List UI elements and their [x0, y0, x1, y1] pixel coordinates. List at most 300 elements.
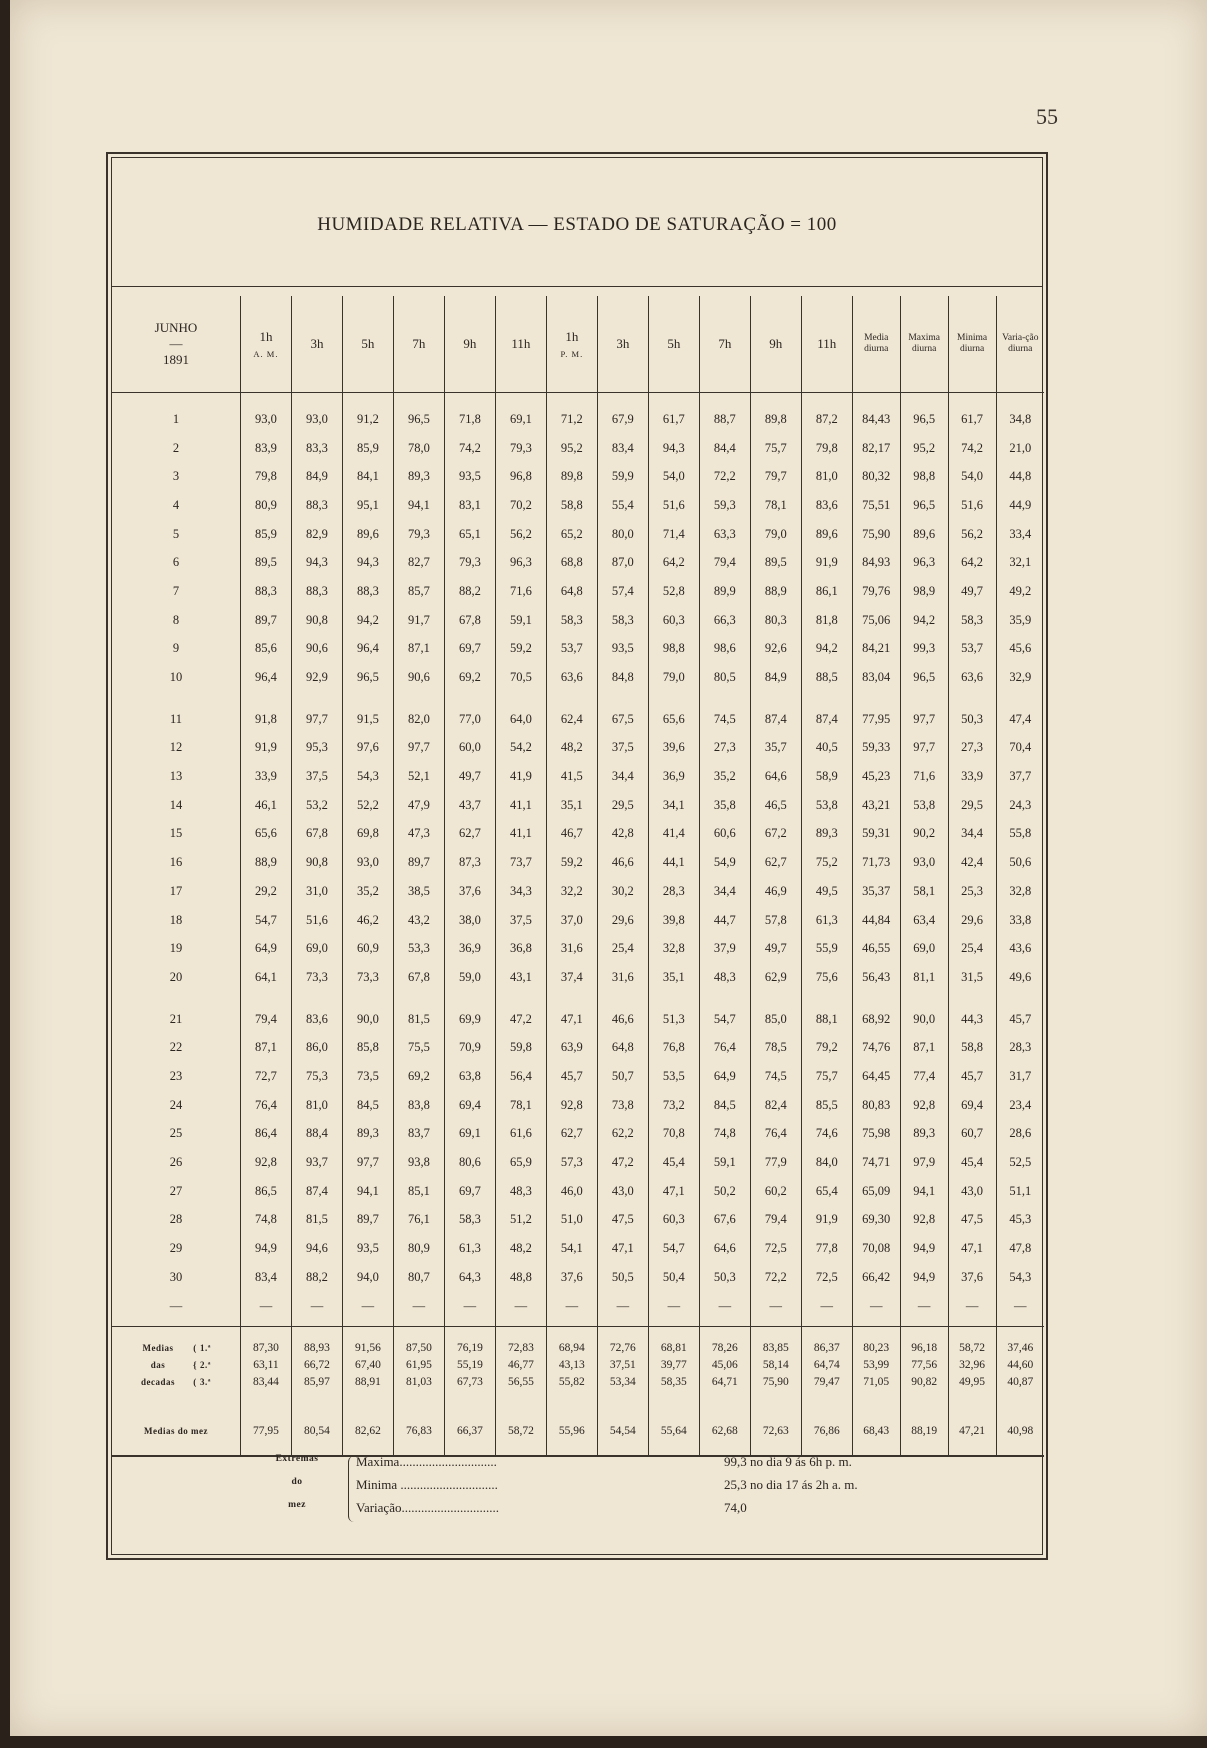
data-cell: 89,8 [750, 405, 801, 434]
data-cell: 88,2 [291, 1263, 342, 1292]
table-row [112, 820, 1044, 849]
data-cell: 81,5 [393, 1005, 444, 1034]
data-cell: 70,2 [495, 491, 546, 520]
data-cell: 54,7 [648, 1234, 699, 1263]
data-cell: 76,4 [699, 1033, 750, 1062]
day-number: 13 [169, 769, 183, 784]
data-cell: 69,7 [444, 635, 495, 664]
spacer-cell [750, 393, 801, 406]
spacer-cell [699, 1404, 750, 1417]
data-cell: 53,7 [546, 635, 597, 664]
data-cell: 56,2 [495, 520, 546, 549]
data-cell: 29,2 [240, 877, 291, 906]
data-cell: 48,3 [699, 963, 750, 992]
hour-header: 9h [444, 296, 495, 393]
data-cell: 41,9 [495, 762, 546, 791]
data-cell: 65,09 [852, 1177, 900, 1206]
day-number: 19 [169, 941, 183, 956]
data-cell: 90,82 [900, 1374, 948, 1391]
data-cell: 31,7 [996, 1062, 1044, 1091]
data-cell: 75,51 [852, 491, 900, 520]
data-cell: 47,2 [597, 1148, 648, 1177]
data-cell: 45,4 [648, 1148, 699, 1177]
spacer-cell [801, 692, 852, 705]
data-cell: 67,40 [342, 1357, 393, 1374]
data-cell: 98,9 [900, 577, 948, 606]
spacer-cell [750, 1391, 801, 1404]
data-cell: 31,0 [291, 877, 342, 906]
data-cell: 90,8 [291, 848, 342, 877]
data-cell: 85,8 [342, 1033, 393, 1062]
data-cell: 59,0 [444, 963, 495, 992]
data-cell: 44,84 [852, 906, 900, 935]
data-cell: 64,1 [240, 963, 291, 992]
data-cell: 84,8 [597, 663, 648, 692]
data-cell: 64,0 [495, 705, 546, 734]
data-cell: 65,1 [444, 520, 495, 549]
data-cell: 45,7 [996, 1005, 1044, 1034]
data-cell: 75,2 [801, 848, 852, 877]
data-cell: 24,3 [996, 791, 1044, 820]
data-cell: 94,9 [900, 1263, 948, 1292]
data-cell: 43,0 [597, 1177, 648, 1206]
data-cell: 25,4 [597, 934, 648, 963]
spacer-cell [495, 1404, 546, 1417]
data-cell: 67,8 [393, 963, 444, 992]
spacer-cell [948, 1391, 996, 1404]
data-cell: 78,26 [699, 1340, 750, 1357]
data-cell: 42,8 [597, 820, 648, 849]
data-cell: 83,9 [240, 434, 291, 463]
data-cell: 79,3 [495, 434, 546, 463]
data-cell: 59,3 [699, 491, 750, 520]
data-cell: 67,2 [750, 820, 801, 849]
spacer-cell [852, 1391, 900, 1404]
data-cell: 93,0 [900, 848, 948, 877]
data-cell: 37,5 [291, 762, 342, 791]
data-cell: 76,86 [801, 1417, 852, 1445]
data-cell: 53,7 [948, 635, 996, 664]
data-cell: 34,1 [648, 791, 699, 820]
data-cell: 94,2 [801, 635, 852, 664]
data-cell: 34,3 [495, 877, 546, 906]
spacer-cell [342, 692, 393, 705]
data-cell: 89,6 [900, 520, 948, 549]
month-dash: — [169, 336, 183, 351]
dash-cell: — [240, 1292, 291, 1322]
data-cell: 55,8 [996, 820, 1044, 849]
data-cell: 93,0 [240, 405, 291, 434]
spacer-row [112, 1326, 1044, 1340]
spacer-cell [801, 1391, 852, 1404]
data-cell: 67,8 [291, 820, 342, 849]
data-cell: 35,7 [750, 734, 801, 763]
data-cell: 43,21 [852, 791, 900, 820]
data-cell: 72,83 [495, 1340, 546, 1357]
data-cell: 28,6 [996, 1120, 1044, 1149]
day-number: 25 [169, 1126, 183, 1141]
data-cell: 25,3 [948, 877, 996, 906]
data-cell: 79,4 [240, 1005, 291, 1034]
data-cell: 81,0 [801, 462, 852, 491]
day-number: 29 [169, 1241, 183, 1256]
data-cell: 93,7 [291, 1148, 342, 1177]
data-cell: 88,7 [699, 405, 750, 434]
data-cell: 72,5 [801, 1263, 852, 1292]
data-cell: 88,9 [750, 577, 801, 606]
brace-glyph: ( [193, 1343, 197, 1354]
data-cell: 83,44 [240, 1374, 291, 1391]
decade-number: 2.ª [200, 1360, 211, 1371]
data-cell: 89,3 [900, 1120, 948, 1149]
data-cell: 73,3 [342, 963, 393, 992]
data-cell: 89,3 [393, 462, 444, 491]
spacer-cell [597, 1404, 648, 1417]
spacer-cell [699, 692, 750, 705]
data-cell: 83,7 [393, 1120, 444, 1149]
data-cell: 63,11 [240, 1357, 291, 1374]
data-cell: 78,0 [393, 434, 444, 463]
data-cell: 93,0 [291, 405, 342, 434]
spacer-cell [240, 393, 291, 406]
data-cell: 50,6 [996, 848, 1044, 877]
data-cell: 85,5 [801, 1091, 852, 1120]
data-cell: 96,8 [495, 462, 546, 491]
data-cell: 29,5 [597, 791, 648, 820]
table-row [112, 462, 1044, 491]
data-cell: 76,8 [648, 1033, 699, 1062]
data-cell: 85,0 [750, 1005, 801, 1034]
data-cell: 64,2 [948, 548, 996, 577]
data-cell: 55,9 [801, 934, 852, 963]
data-cell: 85,9 [342, 434, 393, 463]
table-row [112, 762, 1044, 791]
data-cell: 48,3 [495, 1177, 546, 1206]
data-cell: 76,83 [393, 1417, 444, 1445]
day-number: 16 [169, 855, 183, 870]
data-cell: 93,0 [342, 848, 393, 877]
dash-cell: — [597, 1292, 648, 1322]
data-cell: 32,9 [996, 663, 1044, 692]
data-cell: 96,3 [495, 548, 546, 577]
decade-label [112, 1340, 240, 1357]
data-cell: 54,0 [948, 462, 996, 491]
data-cell: 90,8 [291, 606, 342, 635]
data-cell: 63,3 [699, 520, 750, 549]
data-cell: 84,1 [342, 462, 393, 491]
data-cell: 65,6 [648, 705, 699, 734]
data-cell: 58,8 [546, 491, 597, 520]
data-cell: 37,5 [597, 734, 648, 763]
data-cell: 75,06 [852, 606, 900, 635]
data-cell: 47,3 [393, 820, 444, 849]
data-cell: 46,9 [750, 877, 801, 906]
spacer-cell [444, 1326, 495, 1340]
data-cell: 75,7 [750, 434, 801, 463]
data-cell: 44,60 [996, 1357, 1044, 1374]
spacer-cell [996, 992, 1044, 1005]
data-cell: 52,2 [342, 791, 393, 820]
table-row [112, 734, 1044, 763]
extremas-value: 99,3 no dia 9 ás 6h p. m. [724, 1454, 852, 1469]
day-number: 30 [169, 1269, 183, 1284]
data-cell: 54,1 [546, 1234, 597, 1263]
spacer-cell [801, 992, 852, 1005]
data-cell: 49,6 [996, 963, 1044, 992]
data-cell: 53,8 [801, 791, 852, 820]
data-cell: 95,2 [900, 434, 948, 463]
data-cell: 27,3 [948, 734, 996, 763]
data-cell: 76,1 [393, 1206, 444, 1235]
data-cell: 84,43 [852, 405, 900, 434]
data-cell: 85,7 [393, 577, 444, 606]
data-cell: 70,5 [495, 663, 546, 692]
data-cell: 70,9 [444, 1033, 495, 1062]
spacer-cell [900, 393, 948, 406]
data-cell: 62,4 [546, 705, 597, 734]
data-cell: 58,1 [900, 877, 948, 906]
spacer-cell [996, 692, 1044, 705]
dash-cell: — [495, 1292, 546, 1322]
data-cell: 95,1 [342, 491, 393, 520]
data-cell: 41,4 [648, 820, 699, 849]
spacer-cell [996, 1404, 1044, 1417]
data-cell: 35,1 [648, 963, 699, 992]
data-cell: 85,9 [240, 520, 291, 549]
data-cell: 93,5 [444, 462, 495, 491]
day-number: 27 [169, 1183, 183, 1198]
document-page [10, 0, 1207, 1736]
data-cell: 65,4 [801, 1177, 852, 1206]
data-cell: 48,8 [495, 1263, 546, 1292]
data-cell: 89,9 [699, 577, 750, 606]
data-cell: 93,8 [393, 1148, 444, 1177]
data-cell: 83,04 [852, 663, 900, 692]
data-cell: 43,1 [495, 963, 546, 992]
data-cell: 37,6 [546, 1263, 597, 1292]
extremas-name: Maxima.............................. [356, 1454, 497, 1469]
data-cell: 80,32 [852, 462, 900, 491]
spacer-cell [597, 1326, 648, 1340]
data-cell: 87,3 [444, 848, 495, 877]
data-cell: 97,7 [393, 734, 444, 763]
data-cell: 44,3 [948, 1005, 996, 1034]
hour-header: 1h P. M. [546, 296, 597, 393]
data-cell: 61,7 [948, 405, 996, 434]
data-cell: 89,7 [342, 1206, 393, 1235]
spacer-cell [648, 1391, 699, 1404]
data-cell: 75,90 [852, 520, 900, 549]
data-cell: 51,2 [495, 1206, 546, 1235]
table-row [112, 1234, 1044, 1263]
data-cell: 80,9 [240, 491, 291, 520]
data-cell: 58,3 [444, 1206, 495, 1235]
table-row [112, 635, 1044, 664]
data-cell: 94,3 [291, 548, 342, 577]
data-cell: 94,9 [900, 1234, 948, 1263]
spacer-cell [996, 1326, 1044, 1340]
data-cell: 88,5 [801, 663, 852, 692]
data-cell: 64,3 [444, 1263, 495, 1292]
data-cell: 72,2 [750, 1263, 801, 1292]
data-cell: 80,23 [852, 1340, 900, 1357]
data-cell: 62,7 [444, 820, 495, 849]
am-label: A. M. [253, 349, 279, 359]
data-cell: 37,51 [597, 1357, 648, 1374]
month-mean-label: Medias do mez [143, 1425, 208, 1436]
data-cell: 58,9 [801, 762, 852, 791]
table-row [112, 520, 1044, 549]
data-cell: 89,7 [393, 848, 444, 877]
data-cell: 46,77 [495, 1357, 546, 1374]
spacer-cell [444, 393, 495, 406]
spacer-cell [112, 1404, 240, 1417]
data-cell: 94,9 [240, 1234, 291, 1263]
data-cell: 65,9 [495, 1148, 546, 1177]
data-cell: 96,3 [900, 548, 948, 577]
data-cell: 63,6 [948, 663, 996, 692]
data-cell: 45,23 [852, 762, 900, 791]
table-row [112, 1120, 1044, 1149]
table-row [112, 1062, 1044, 1091]
data-cell: 43,2 [393, 906, 444, 935]
data-cell: 49,7 [750, 934, 801, 963]
decade-mean-row [112, 1374, 1044, 1391]
decade-number: 1.ª [200, 1343, 211, 1354]
data-cell: 47,1 [597, 1234, 648, 1263]
data-cell: 60,6 [699, 820, 750, 849]
data-cell: 47,1 [948, 1234, 996, 1263]
data-cell: 89,7 [240, 606, 291, 635]
data-cell: 54,7 [240, 906, 291, 935]
data-cell: 55,19 [444, 1357, 495, 1374]
data-cell: 64,6 [699, 1234, 750, 1263]
spacer-cell [291, 1391, 342, 1404]
data-cell: 94,6 [291, 1234, 342, 1263]
spacer-cell [342, 1404, 393, 1417]
spacer-cell [291, 692, 342, 705]
spacer-cell [342, 992, 393, 1005]
decade-label-text: das [150, 1360, 166, 1371]
data-cell: 61,7 [648, 405, 699, 434]
decade-mean-row [112, 1357, 1044, 1374]
data-cell: 88,3 [342, 577, 393, 606]
data-cell: 64,9 [699, 1062, 750, 1091]
data-cell: 32,96 [948, 1357, 996, 1374]
data-cell: 31,6 [597, 963, 648, 992]
data-cell: 82,0 [393, 705, 444, 734]
data-cell: 87,4 [750, 705, 801, 734]
day-number: 18 [169, 912, 183, 927]
day-number: 7 [172, 583, 180, 598]
data-cell: 79,8 [801, 434, 852, 463]
data-cell: 35,1 [546, 791, 597, 820]
data-cell: 97,7 [900, 705, 948, 734]
decade-label-text: Medias [142, 1343, 174, 1354]
data-cell: 58,72 [948, 1340, 996, 1357]
data-cell: 69,1 [444, 1120, 495, 1149]
data-cell: 73,8 [597, 1091, 648, 1120]
spacer-cell [699, 1326, 750, 1340]
data-cell: 47,5 [948, 1206, 996, 1235]
data-cell: 74,8 [240, 1206, 291, 1235]
data-cell: 31,5 [948, 963, 996, 992]
data-cell: 97,7 [291, 705, 342, 734]
data-cell: 37,7 [996, 762, 1044, 791]
data-cell: 74,2 [948, 434, 996, 463]
data-cell: 71,05 [852, 1374, 900, 1391]
data-cell: 59,33 [852, 734, 900, 763]
data-cell: 97,9 [900, 1148, 948, 1177]
spacer-cell [495, 1326, 546, 1340]
spacer-cell [444, 692, 495, 705]
data-cell: 94,1 [900, 1177, 948, 1206]
data-cell: 41,5 [546, 762, 597, 791]
table-frame [106, 152, 1048, 1560]
spacer-row [112, 393, 1044, 406]
data-cell: 88,93 [291, 1340, 342, 1357]
data-cell: 33,9 [240, 762, 291, 791]
decade-gap-row [112, 992, 1044, 1005]
data-cell: 43,0 [948, 1177, 996, 1206]
data-cell: 74,6 [801, 1120, 852, 1149]
dash-cell: — [996, 1292, 1044, 1322]
data-cell: 60,3 [648, 606, 699, 635]
spacer-cell [393, 1391, 444, 1404]
data-cell: 47,5 [597, 1206, 648, 1235]
data-cell: 74,2 [444, 434, 495, 463]
data-cell: 46,0 [546, 1177, 597, 1206]
data-cell: 86,37 [801, 1340, 852, 1357]
data-cell: 64,6 [750, 762, 801, 791]
data-cell: 87,50 [393, 1340, 444, 1357]
spacer-cell [546, 393, 597, 406]
data-cell: 47,8 [996, 1234, 1044, 1263]
data-cell: 83,6 [291, 1005, 342, 1034]
data-cell: 43,13 [546, 1357, 597, 1374]
data-cell: 37,9 [699, 934, 750, 963]
spacer-cell [852, 992, 900, 1005]
data-cell: 66,42 [852, 1263, 900, 1292]
hour-header: 7h [699, 296, 750, 393]
data-cell: 85,6 [240, 635, 291, 664]
data-cell: 89,8 [546, 462, 597, 491]
day-number: 12 [169, 740, 183, 755]
spacer-cell [444, 992, 495, 1005]
data-cell: 71,2 [546, 405, 597, 434]
data-cell: 91,9 [801, 548, 852, 577]
table-row [112, 791, 1044, 820]
day-number: 23 [169, 1068, 183, 1083]
spacer-cell [852, 1326, 900, 1340]
data-cell: 84,21 [852, 635, 900, 664]
spacer-cell [444, 1404, 495, 1417]
data-cell: 80,0 [597, 520, 648, 549]
data-cell: 75,7 [801, 1062, 852, 1091]
data-cell: 83,3 [291, 434, 342, 463]
data-cell: 80,5 [699, 663, 750, 692]
data-cell: 46,6 [597, 1005, 648, 1034]
data-cell: 94,2 [900, 606, 948, 635]
data-cell: 85,97 [291, 1374, 342, 1391]
data-cell: 80,54 [291, 1417, 342, 1445]
data-cell: 49,5 [801, 877, 852, 906]
spacer-cell [948, 692, 996, 705]
data-cell: 54,9 [699, 848, 750, 877]
day-number: 6 [172, 555, 180, 570]
data-cell: 88,4 [291, 1120, 342, 1149]
data-cell: 37,46 [996, 1340, 1044, 1357]
